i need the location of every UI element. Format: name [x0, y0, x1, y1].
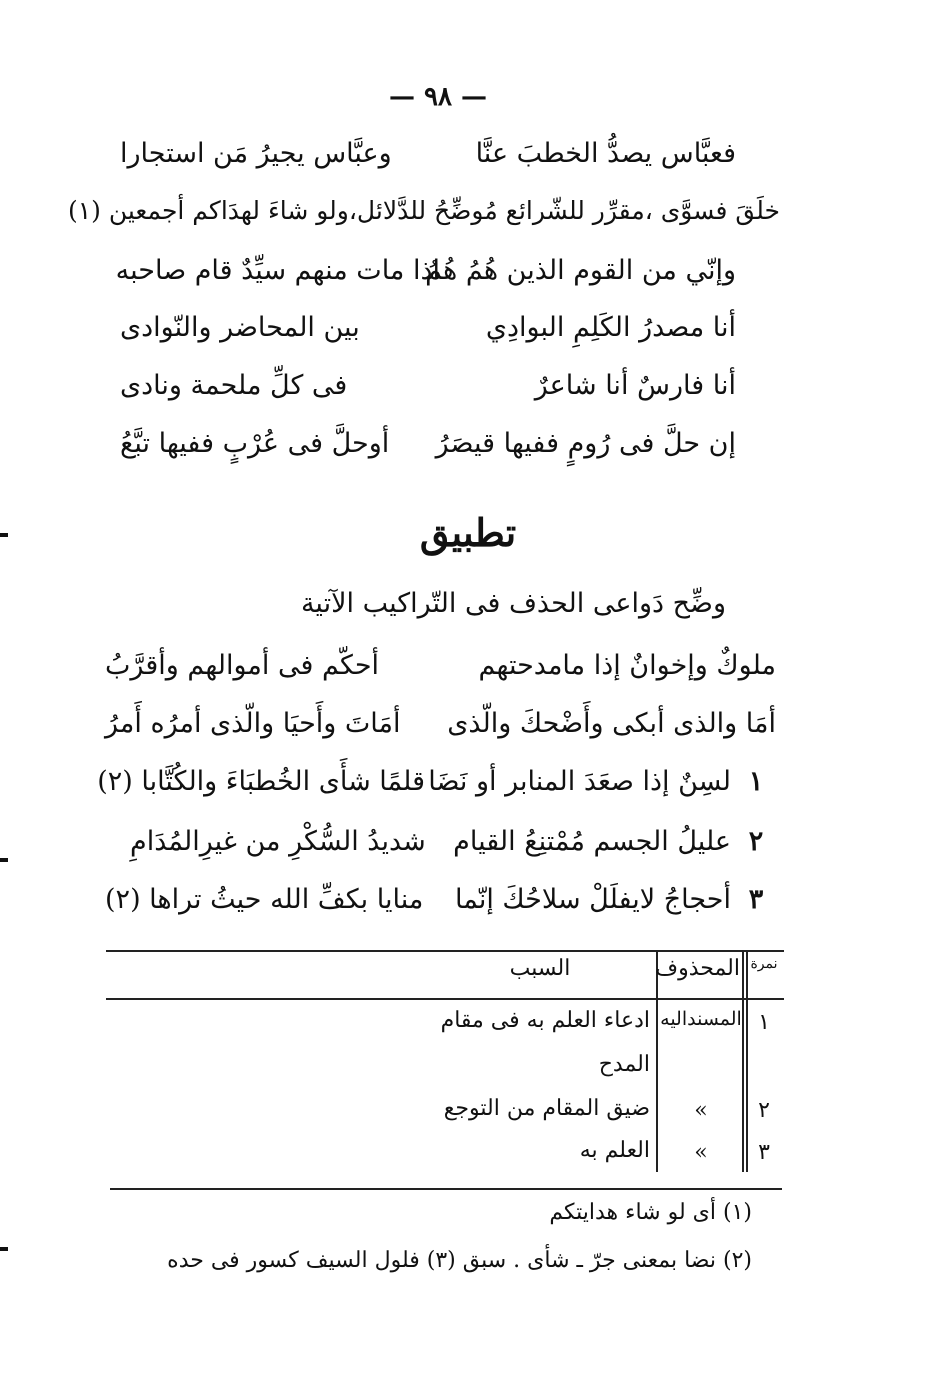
table-row-deleted: »: [694, 1140, 708, 1165]
margin-mark: [0, 1247, 8, 1251]
exercise-hemistich-left: قلمًا شأَى الخُطبَاءَ والكُتَّابا (٢): [97, 766, 425, 797]
table-header-reason: السبب: [509, 956, 571, 981]
verse-hemistich-left: اذا مات منهم سيِّدٌ قام صاحبه: [115, 255, 440, 286]
table-row-number: ١: [758, 1010, 770, 1035]
exercise-hemistich-left: منايا بكفِّ الله حيثُ تراها (٢): [105, 884, 424, 915]
exercise-hemistich-left: أحكّم فى أموالهم وأقرَّبُ: [105, 650, 380, 681]
section-title: تطبيق: [419, 510, 517, 555]
exercise-hemistich-right: لسِنٌ إذا صعَدَ المنابر أو نَضَا: [428, 766, 731, 797]
table-row-reason: ادعاء العلم به فى مقام: [440, 1008, 650, 1033]
verse-hemistich-right: فعبَّاس يصدُّ الخطبَ عنَّا: [475, 138, 736, 169]
table-header-number: نمرة: [750, 956, 778, 972]
verse-hemistich-left: فى كلِّ ملحمة ونادى: [120, 370, 348, 401]
table-row-deleted: »: [694, 1098, 708, 1123]
table-top-rule: [106, 950, 784, 952]
exercise-hemistich-right: عليلُ الجسم مُمْتنِعُ القيام: [453, 826, 731, 857]
page-number: — ٩٨ —: [388, 82, 488, 112]
prose-line: خلَقَ فسوَّى ،مقرِّر للشّرائع مُوضِّحُ للدَّلائل،ولو شاءَ لهدَاكم أجمعين (١): [67, 196, 780, 225]
table-row-deleted: المسنداليه: [660, 1008, 742, 1030]
table-row-reason: ضيق المقام من التوجع: [443, 1096, 650, 1121]
verse-hemistich-right: أنا فارسٌ أنا شاعرٌ: [534, 370, 736, 401]
footnote-2: (٢) نضا بمعنى جرّ ـ شأى . سبق (٣) فلول السيف كسور فى حده: [167, 1248, 752, 1273]
verse-hemistich-left: بين المحاضر والنّوادى: [120, 312, 360, 343]
exercise-hemistich-right: أحجاجُ لايفلَلْ سلاحُكَ إنّما: [454, 884, 731, 915]
table-row-reason-cont: المدح: [598, 1052, 650, 1077]
exercise-hemistich-right: ملوكٌ وإخوانٌ إذا مامدحتهم: [478, 650, 776, 681]
exercise-hemistich-right: أمَا والذى أبكى وأَضْحكَ والّذى: [447, 708, 776, 739]
verse-hemistich-right: إن حلَّ فى رُومٍ ففيها قيصَرُ: [435, 428, 736, 459]
table-column-divider: [746, 950, 748, 1172]
table-column-divider: [656, 950, 658, 1172]
table-row-number: ٢: [758, 1098, 770, 1123]
exercise-number: ٣: [748, 884, 764, 915]
verse-hemistich-left: وعبَّاس يجيرُ مَن استجارا: [120, 138, 392, 169]
exercise-hemistich-left: أمَاتَ وأَحيَا والّذى أمرُه أَمرُ: [105, 708, 401, 739]
exercise-number: ٢: [748, 826, 764, 857]
table-column-divider: [742, 950, 744, 1172]
table-bottom-rule: [110, 1188, 782, 1190]
table-header-rule: [106, 998, 784, 1000]
margin-mark: [0, 533, 8, 537]
verse-hemistich-left: أوحلَّ فى عُرْبٍ ففيها تبَّعُ: [120, 428, 390, 459]
exercise-number: ١: [748, 766, 764, 797]
table-header-deleted: المحذوف: [655, 956, 740, 981]
verse-hemistich-right: وإنّي من القوم الذين هُمُ هُمُ: [425, 255, 736, 286]
footnote-1: (١) أى لو شاء هدايتكم: [549, 1200, 752, 1225]
instruction-text: وضِّح دَواعى الحذف فى التّراكيب الآتية: [300, 588, 726, 619]
margin-mark: [0, 858, 8, 862]
verse-hemistich-right: أنا مصدرُ الكَلِمِ البوادِي: [485, 312, 736, 343]
table-row-number: ٣: [758, 1140, 770, 1165]
table-row-reason: العلم به: [579, 1138, 650, 1163]
exercise-hemistich-left: شديدُ السُّكْرِ من غيرِالمُدَامِ: [130, 826, 426, 857]
